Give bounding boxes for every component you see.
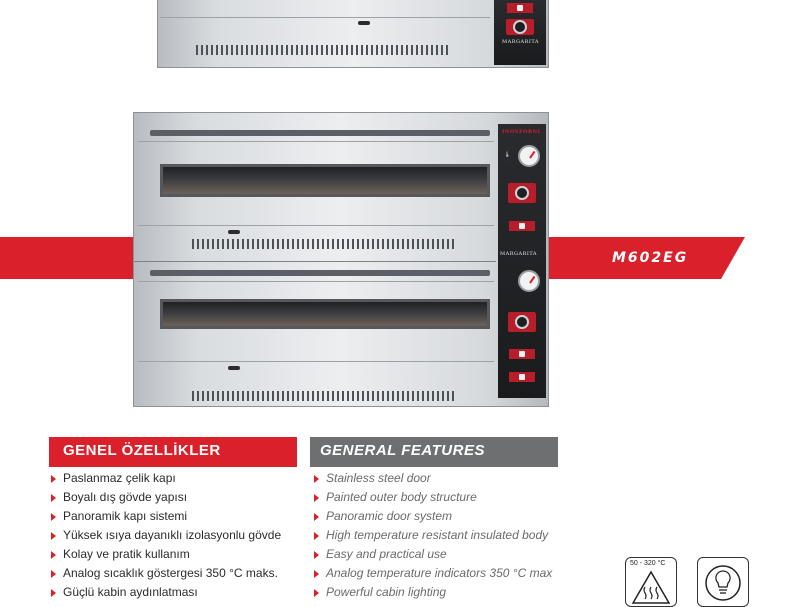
door-handle [358,21,370,25]
list-item: Analog temperature indicators 350 °C max [312,564,552,583]
list-item: Yüksek ısıya dayanıklı izolasyonlu gövde [49,526,281,545]
list-item: Easy and practical use [312,545,552,564]
lower-thermostat-knob[interactable] [515,315,529,329]
bullet-arrow-icon [51,532,56,540]
lower-door-handle [228,366,240,370]
list-item: Kolay ve pratik kullanım [49,545,281,564]
control-panel [498,124,546,398]
list-item: Paslanmaz çelik kapı [49,469,281,488]
upper-power-switch[interactable] [509,221,535,231]
list-item: Güçlü kabin aydınlatması [49,583,281,602]
features-tr-header [49,437,297,465]
bullet-arrow-icon [314,513,319,521]
list-item: Stainless steel door [312,469,552,488]
model-name: M602EG [612,250,689,266]
light-bulb-icon [699,559,747,605]
lower-thermostat-box[interactable] [508,312,536,332]
thermostat-knob[interactable] [513,20,527,34]
upper-temperature-gauge [518,145,540,167]
lower-door-bottom [138,361,494,362]
banner-stripe-left [0,237,140,279]
lower-vent-grille [192,391,457,401]
features-tr-rule [49,465,297,467]
bullet-arrow-icon [51,494,56,502]
panel-brand: MARGARITA [502,39,540,45]
list-item: High temperature resistant insulated body [312,526,552,545]
lower-temperature-gauge [518,270,540,292]
bullet-arrow-icon [51,570,56,578]
upper-door-bottom [138,225,494,226]
lower-power-switch[interactable] [509,349,535,359]
bullet-arrow-icon [314,551,319,559]
main-oven [133,112,549,407]
features-tr-heading: GENEL ÖZELLİKLER [63,442,221,459]
panel-brand: MARGARITA [500,251,538,257]
bullet-arrow-icon [314,589,319,597]
list-item: Powerful cabin lighting [312,583,552,602]
middle-rail [134,261,496,262]
top-oven [157,0,549,68]
control-panel [494,0,546,65]
upper-door-handle [228,230,240,234]
features-tr-list [49,469,281,602]
bullet-arrow-icon [51,551,56,559]
list-item: Panoramic door system [312,507,552,526]
door-seam [160,17,490,18]
bullet-arrow-icon [51,513,56,521]
thermostat-knob-box[interactable] [506,19,534,35]
features-en-header [310,437,558,465]
list-item: Painted outer body structure [312,488,552,507]
lower-door-bar [150,270,490,276]
features-en-rule [310,465,558,467]
thermometer-icon: 🌡 [504,152,511,158]
lower-door-window [160,299,490,329]
upper-thermostat-box[interactable] [508,183,536,203]
upper-vent-grille [192,239,457,249]
list-item: Analog sıcaklık göstergesi 350 °C maks. [49,564,281,583]
vent-grille [196,45,451,55]
lower-door-top [138,281,494,282]
light-switch[interactable] [509,372,535,382]
bullet-arrow-icon [314,475,319,483]
upper-door-bar [150,130,490,136]
features-en-heading: GENERAL FEATURES [320,442,485,459]
upper-thermostat-knob[interactable] [515,186,529,200]
list-item: Panoramik kapı sistemi [49,507,281,526]
upper-door-top [138,141,494,142]
brand-logo: INOXFORNI [502,129,541,135]
bullet-arrow-icon [314,570,319,578]
bullet-arrow-icon [51,475,56,483]
bullet-arrow-icon [51,589,56,597]
list-item: Boyalı dış gövde yapısı [49,488,281,507]
bullet-arrow-icon [314,532,319,540]
features-en-list [312,469,552,602]
upper-door-window [160,164,490,197]
power-switch[interactable] [507,3,533,13]
bullet-arrow-icon [314,494,319,502]
temperature-range: 50 - 320 °C [630,560,666,567]
